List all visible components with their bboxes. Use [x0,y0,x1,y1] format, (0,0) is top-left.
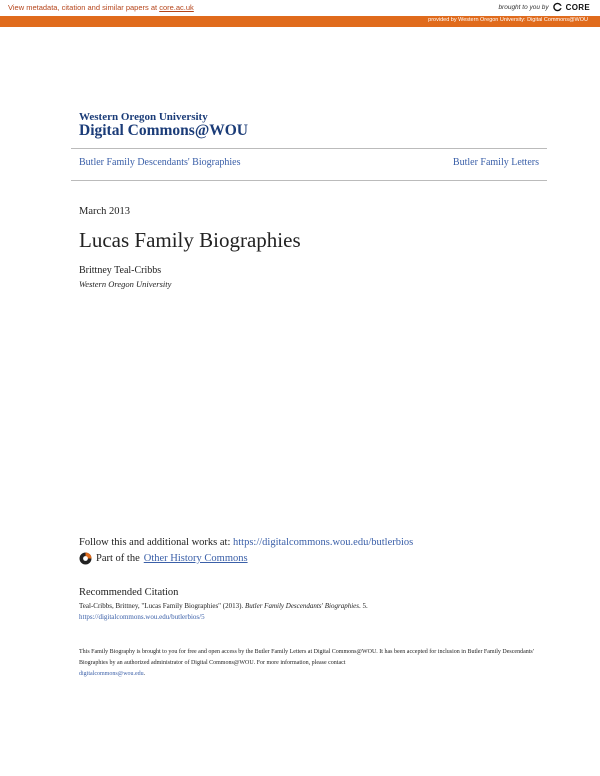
follow-works [79,537,413,548]
metadata-text: View metadata, citation and similar papers at [8,3,158,12]
biographies-collection-link[interactable]: Butler Family Descendants' Biographies [79,157,241,168]
divider-top [71,148,547,149]
recommended-citation [79,601,549,623]
publication-date: March 2013 [79,206,131,217]
citation-number: . 5. [359,602,368,610]
notice-end: . [143,671,146,677]
provided-by-text: provided by Western Oregon University: Digital Commons@WOU [428,17,588,23]
citation-series: Butler Family Descendants' Biographies [244,602,359,610]
follow-label: Follow this and additional works at: [79,537,231,548]
paper-title: Lucas Family Biographies [79,228,301,252]
provider-bar [0,16,600,27]
core-label: CORE [565,2,590,12]
recommended-citation-heading: Recommended Citation [79,587,179,598]
contact-email-link[interactable]: digitalcommons@wou.edu [79,671,144,677]
repository-name[interactable]: Digital Commons@WOU [79,122,248,139]
core-logo-icon [552,2,563,12]
access-notice [79,647,549,680]
part-of-commons [79,552,248,565]
notice-text: This Family Biography is brought to you for free and open access by the Butler Family Letters at Digital Commons@WOU. It has been accepted for inclusion in Butler Family Descendants' Biographies by an authorized administrator of Digital Commons@WOU. For more information, please contact [79,649,534,666]
author-affiliation: Western Oregon University [79,279,172,289]
family-letters-link[interactable]: Butler Family Letters [452,157,539,168]
citation-authors: Teal-Cribbs, Brittney, "Lucas Family Biographies" (2013). [79,602,244,610]
core-top-bar [0,0,600,16]
brought-text: brought to you by [498,3,549,11]
divider-bottom [71,180,547,181]
core-ac-uk-link[interactable]: core.ac.uk [159,3,194,12]
author-name: Brittney Teal-Cribbs [79,265,162,276]
network-commons-icon [79,552,92,565]
brought-to-you-by [498,2,590,12]
institution-name: Western Oregon University [79,111,208,123]
citation-url-link[interactable]: https://digitalcommons.wou.edu/butlerbios/5 [79,613,205,621]
core-metadata-notice [8,3,194,12]
butlerbios-url-link[interactable]: https://digitalcommons.wou.edu/butlerbios [233,537,414,548]
part-of-label: Part of the [96,553,140,564]
other-history-commons-link[interactable]: Other History Commons [143,553,248,564]
